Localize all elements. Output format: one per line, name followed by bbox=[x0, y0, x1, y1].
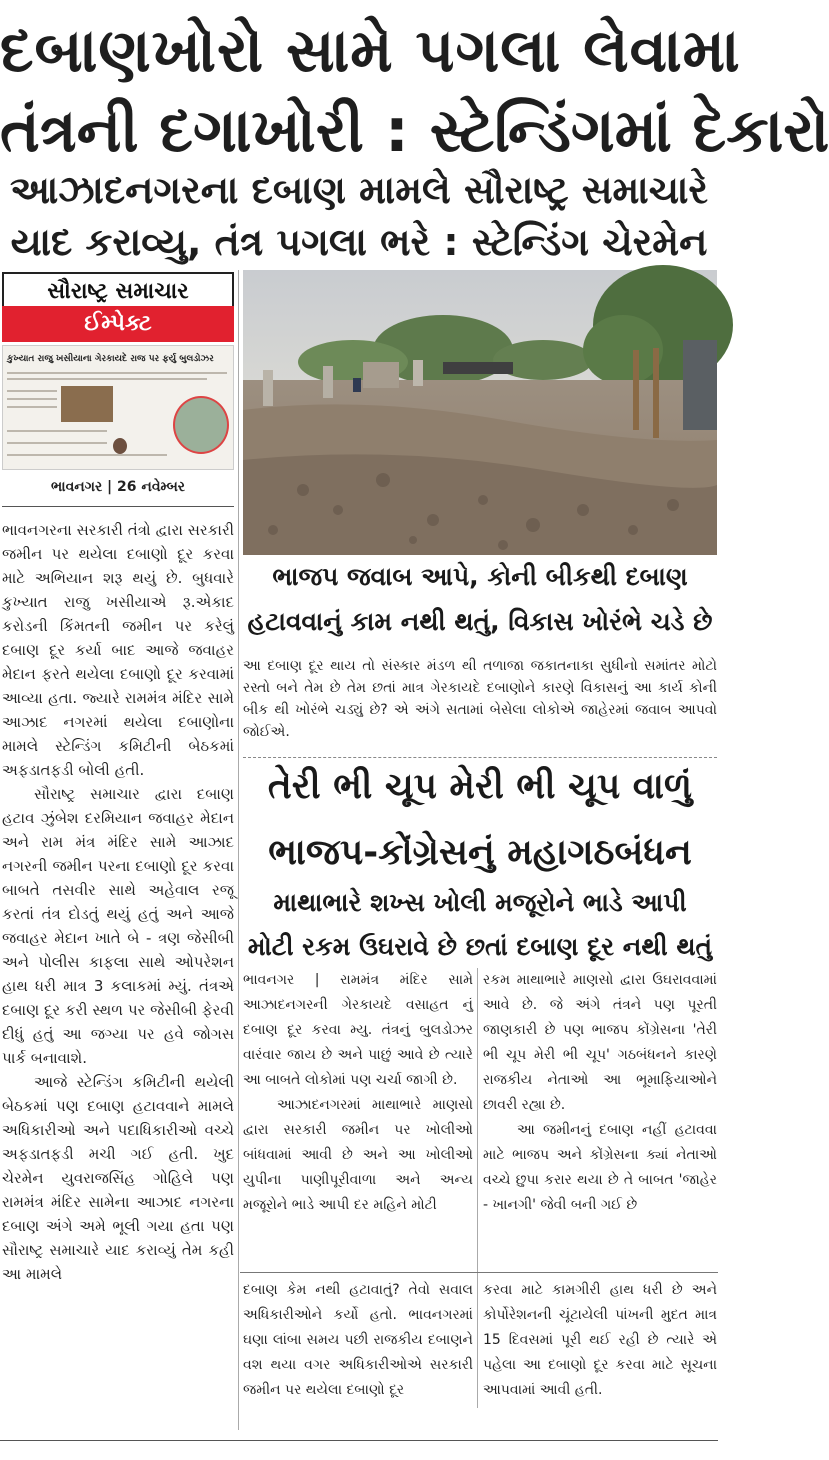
article-paragraph: ભાવનગરના સરકારી તંત્રો દ્વારા સરકારી જમીન પર થયેલા દબાણો દૂર કરવા માટે અભિયાન શરૂ થયું છે. બુધવારે કુખ્યાત રાજુ ખસીયાએ રૂ.એકાદ કરોડની કિંમતની જમીન પર કરેલું દબાણ દૂર કર્યા બાદ આજે જવાહર મેદાન ફરતે થયેલા દબાણો દૂર કરવામાં આવ્યા હતા. જ્યારે રામમંત્ર મંદિર સામે આઝાદ નગરમાં થયેલા દબાણોના મામલે સ્ટેન્ડિંગ કમિટીની બેઠકમાં અફડાતફડી બોલી હતી. bbox=[2, 521, 234, 779]
demolition-site-photo bbox=[243, 270, 717, 555]
story2-subhead-line2: મોટી રકમ ઉઘરાવે છે છતાં દબાણ દૂર નથી થતું bbox=[247, 932, 713, 961]
story2-headline-line1: તેરી ભી ચૂપ મેરી ભી ચૂપ વાળું bbox=[267, 766, 693, 807]
story2-subhead-line1: માથાભારે શખ્સ ખોલી મજૂરોને ભાડે આપી bbox=[273, 888, 687, 917]
continued-column2: કરવા માટે કામગીરી હાથ ધરી છે અને કોર્પોરેશનની ચૂંટાયેલી પાંખની મુદત માત્ર 15 દિવસમાં પૂરી થઈ રહી છે ત્યારે એ પહેલા આ દબાણો દૂર કરવા માટે સૂચના આપવામાં આવી હતી. bbox=[483, 1282, 717, 1398]
page-bottom-rule bbox=[0, 1440, 718, 1441]
impact-dateline: ભાવનગર | 26 નવેમ્બર bbox=[50, 479, 186, 495]
sub-headline-line1: આઝાદનગરના દબાણ મામલે સૌરાષ્ટ્ર સમાચારે bbox=[9, 168, 709, 212]
divider bbox=[2, 506, 234, 507]
sub-headline-line2: યાદ કરાવ્યુ, તંત્ર પગલા ભરે : સ્ટેન્ડિંગ ચેરમેન bbox=[10, 220, 708, 264]
clipping-text-line bbox=[7, 398, 57, 400]
main-headline-line1: દબાણખોરો સામે પગલા લેવામા bbox=[0, 16, 741, 86]
main-headline-line2: તંત્રની દગાખોરી : સ્ટેન્ડિંગમાં દેકારો bbox=[0, 96, 829, 166]
clipping-thumbnail bbox=[2, 345, 234, 470]
caption-headline-line2: હટાવવાનું કામ નથી થતું, વિકાસ ખોરંભે ચડે છે bbox=[247, 607, 713, 636]
clipping-text-line bbox=[7, 390, 57, 392]
divider bbox=[243, 757, 717, 758]
photo-illustration bbox=[243, 270, 717, 555]
divider bbox=[240, 1272, 718, 1273]
clipping-text-line bbox=[7, 378, 207, 380]
article-paragraph bbox=[483, 1118, 717, 1218]
left-column-article bbox=[2, 518, 234, 1286]
caption-text: આ દબાણ દૂર થાય તો સંસ્કાર મંડળ થી તળાજા જકાતનાકા સુધીનો સમાંતર મોટો રસ્તો બને તેમ છે તેમ છતાં માત્ર ગેરકાયદે દબાણોને કારણે વિકાસનું આ કાર્ય કોની બીક થી ખોરંભે ચડ્યું છે? એ અંગે સતામાં બેસેલા લોકોએ જાહેરમાં જવાબ આપવો જોઈએ. bbox=[243, 658, 717, 740]
story2-column1 bbox=[243, 968, 473, 1218]
column-divider bbox=[238, 270, 239, 1430]
article-paragraph bbox=[243, 1093, 473, 1218]
article-paragraph-text: આઝાદનગરમાં માથાભારે માણસો દ્વારા સરકારી જમીન પર ખોલીઓ બાંધવામાં આવી છે અને આ ખોલીઓ યુપીના પાણીપૂરીવાળા અને અન્ય મજૂરોને ભાડે આપી દર મહિને મોટી bbox=[243, 1097, 473, 1213]
clipping-portrait bbox=[113, 438, 127, 454]
clipping-text-line bbox=[7, 406, 57, 408]
caption-headline-line1: ભાજપ જવાબ આપે, કોની બીકથી દબાણ bbox=[272, 562, 688, 591]
clipping-text-line bbox=[7, 372, 227, 374]
article-paragraph-text: આ જમીનનું દબાણ નહીં હટાવવા માટે ભાજપ અને કોંગ્રેસના ક્યાં નેતાઓ વચ્ચે છુપા કરાર થયા છે તે બાબત 'જાહેર - ખાનગી' જેવી બની ગઈ છે bbox=[483, 1122, 717, 1213]
clipping-headline: કુખ્યાત રાજુ ખસીયાના ગેરકાયદે રાજ પર ફર્યુ બુલડોઝર bbox=[7, 354, 214, 364]
impact-label: ઈમ્પેક્ટ bbox=[2, 306, 234, 342]
clipping-text-line bbox=[7, 442, 107, 444]
column-divider bbox=[477, 968, 478, 1408]
article-paragraph: સૌરાષ્ટ્ર સમાચાર દ્વારા દબાણ હટાવ ઝુંબેશ દરમિયાન જવાહર મેદાન અને રામ મંત્ર મંદિર સામે આઝાદ નગરની જમીન પરના દબાણો દૂર કરવા બાબતે તસવીર સાથે અહેવાલ રજૂ કરતાં તંત્ર દોડતું થયું હતું અને આજે જવાહર મેદાન ખાતે બે - ત્રણ જેસીબી અને પોલીસ કાફલા સાથે ઓપરેશન હાથ ધરી માત્ર 3 કલાકમાં મ્યું. તંત્રએ દબાણ દૂર કરી સ્થળ પર જેસીબી ફેરવી દીધું હતું આ જગ્યા પર હવે જોગસ પાર્ક બનાવાશે. bbox=[2, 785, 234, 1067]
clipping-text-line bbox=[7, 454, 167, 456]
clipping-text-line bbox=[7, 430, 107, 432]
article-paragraph: રકમ માથાભારે માણસો દ્વારા ઉઘરાવવામાં આવે છે. જે અંગે તંત્રને પણ પૂરતી જાણકારી છે પણ ભાજપ કોંગ્રેસના 'તેરી ભી ચૂપ મેરી ભી ચૂપ' ગઠબંધનને કારણે રાજકીય નેતાઓ આ ભૂમાફિયાઓને છાવરી રહ્યા છે. bbox=[483, 972, 717, 1113]
continued-column1: દબાણ કેમ નથી હટાવાતું? તેવો સવાલ અધિકારીઓને કર્યો હતો. ભાવનગરમાં ઘણા લાંબા સમય પછી રાજકીય દબાણને વશ થયા વગર અધિકારીઓએ સરકારી જમીન પર થયેલા દબાણો દૂર bbox=[243, 1282, 473, 1398]
article-paragraph: આજે સ્ટેન્ડિંગ કમિટીની થયેલી બેઠકમાં પણ દબાણ હટાવવાને મામલે અધિકારીઓ અને પદાધિકારીઓ વચ્ચે અફડાતફડી મચી ગઈ હતી. ખુદ ચેરમેન યુવરાજસિંહ ગોહિલે પણ રામમંત્ર મંદિર સામેના આઝાદ નગરના દબાણ અંગે અમે ભૂલી ગયા હતા પણ સૌરાષ્ટ્ર સમાચારે યાદ કરાવ્યું તેમ કહી આ મામલે bbox=[2, 1073, 234, 1283]
clipping-map-photo bbox=[173, 396, 229, 454]
paper-name: સૌરાષ્ટ્ર સમાચાર bbox=[47, 279, 189, 304]
story2-headline-line2: ભાજપ-કોંગ્રેસનું મહાગઠબંધન bbox=[268, 832, 692, 873]
article-paragraph: ભાવનગર | રામમંત્ર મંદિર સામે આઝાદનગરની ગેરકાયદે વસાહત નું દબાણ દૂર કરવા મ્યુ. તંત્રનું બુલડોઝર વારંવાર જાય છે અને પાછું આવે છે ત્યારે આ બાબતે લોકોમાં પણ ચર્ચા જાગી છે. bbox=[243, 972, 473, 1088]
story2-column2 bbox=[483, 968, 717, 1218]
clipping-photo bbox=[61, 386, 113, 422]
